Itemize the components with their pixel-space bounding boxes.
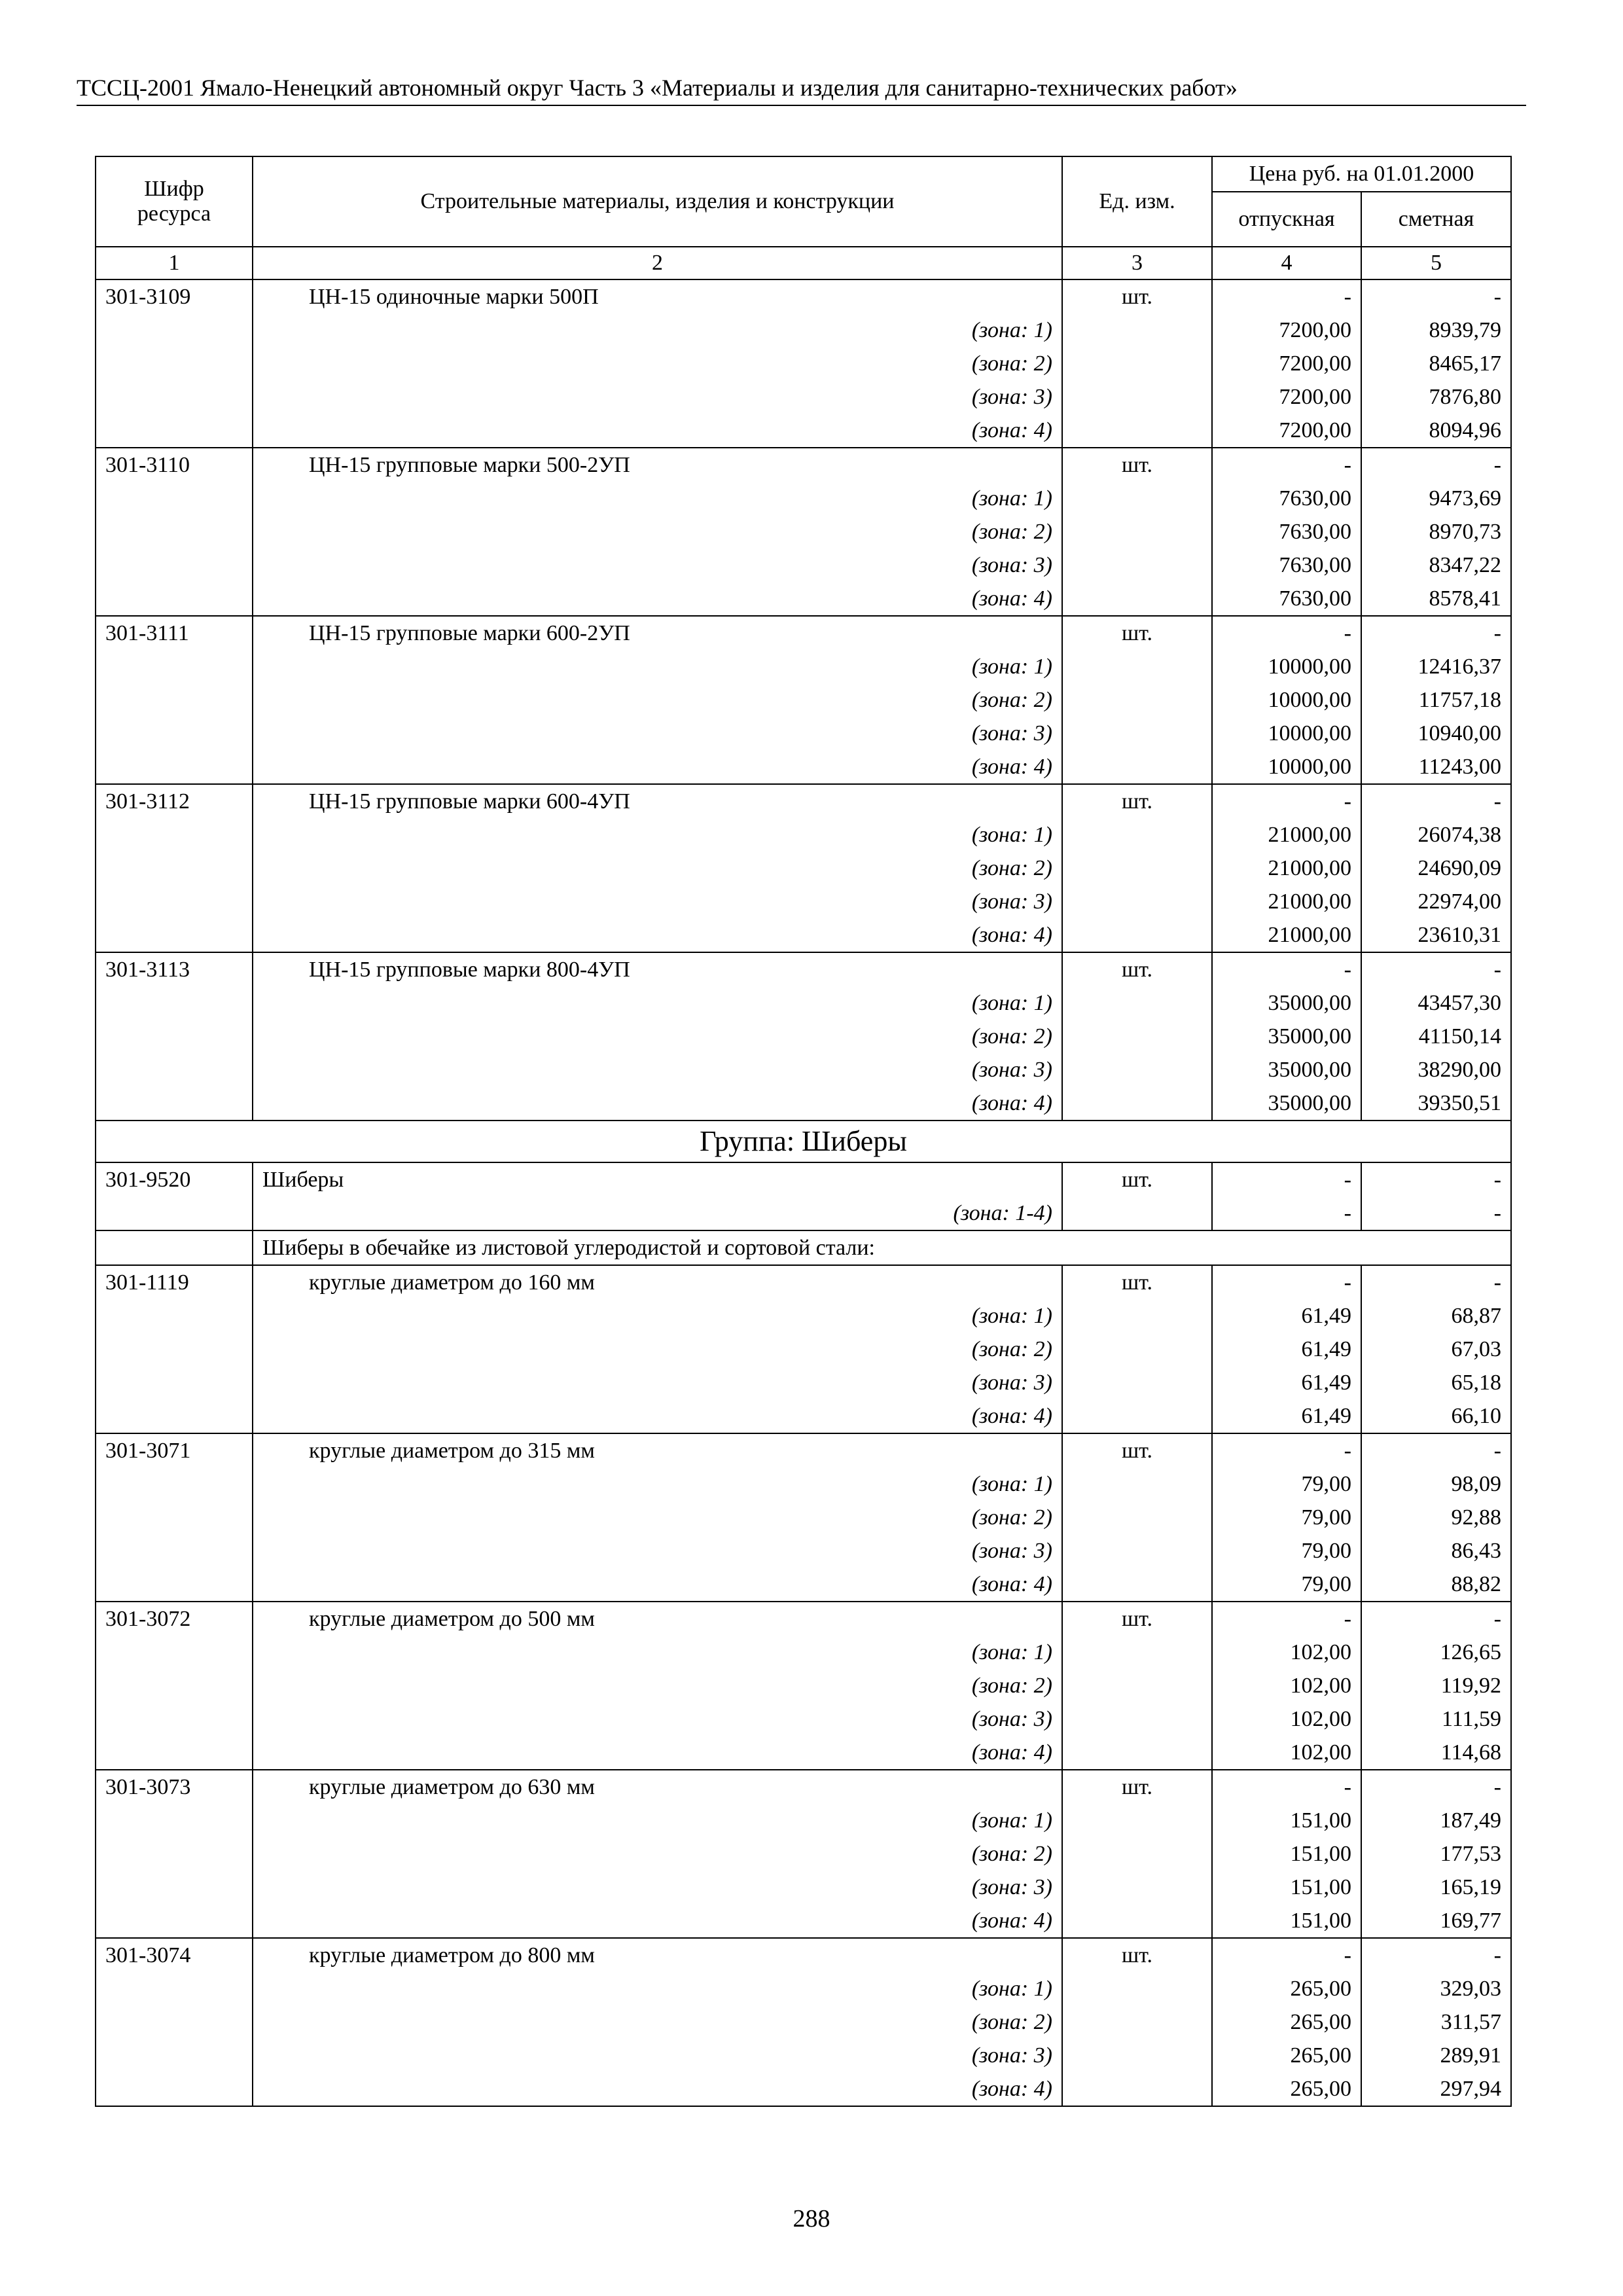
price-estimate: - bbox=[1361, 1938, 1511, 1972]
unit-cell: шт. bbox=[1062, 784, 1212, 818]
unit-cell: шт. bbox=[1062, 279, 1212, 314]
col-number: 4 bbox=[1212, 247, 1361, 279]
unit-cell: шт. bbox=[1062, 448, 1212, 482]
zone-row bbox=[96, 650, 1511, 683]
price-estimate: 119,92 bbox=[1361, 1669, 1511, 1702]
price-estimate: 289,91 bbox=[1361, 2039, 1511, 2072]
zone-row bbox=[96, 750, 1511, 784]
zone-label: (зона: 1) bbox=[253, 1467, 1062, 1501]
zone-row bbox=[96, 1972, 1511, 2005]
resource-code: 301-3110 bbox=[96, 448, 253, 482]
price-estimate: 12416,37 bbox=[1361, 650, 1511, 683]
price-estimate: 88,82 bbox=[1361, 1568, 1511, 1602]
zone-row bbox=[96, 314, 1511, 347]
price-release: 35000,00 bbox=[1212, 986, 1361, 1020]
unit-cell: шт. bbox=[1062, 1265, 1212, 1299]
zone-row bbox=[96, 1501, 1511, 1534]
price-release: 102,00 bbox=[1212, 1736, 1361, 1770]
price-release: 79,00 bbox=[1212, 1534, 1361, 1568]
resource-code: 301-3074 bbox=[96, 1938, 253, 1972]
price-release: 35000,00 bbox=[1212, 1086, 1361, 1121]
zone-label: (зона: 1-4) bbox=[253, 1196, 1062, 1230]
col-price-header: Цена руб. на 01.01.2000 bbox=[1212, 156, 1511, 192]
price-release: 10000,00 bbox=[1212, 650, 1361, 683]
price-release: - bbox=[1212, 1433, 1361, 1467]
price-release: 102,00 bbox=[1212, 1636, 1361, 1669]
price-release: 79,00 bbox=[1212, 1568, 1361, 1602]
zone-row bbox=[96, 717, 1511, 750]
resource-name: круглые диаметром до 160 мм bbox=[253, 1265, 1062, 1299]
price-release: 21000,00 bbox=[1212, 918, 1361, 952]
resource-code: 301-1119 bbox=[96, 1265, 253, 1299]
price-estimate: 26074,38 bbox=[1361, 818, 1511, 852]
resource-name: ЦН-15 групповые марки 600-4УП bbox=[253, 784, 1062, 818]
price-release: 265,00 bbox=[1212, 2072, 1361, 2106]
zone-row bbox=[96, 2039, 1511, 2072]
price-estimate: 92,88 bbox=[1361, 1501, 1511, 1534]
price-estimate: 9473,69 bbox=[1361, 482, 1511, 515]
col-price-release-header: отпускная bbox=[1212, 192, 1361, 247]
col-unit-header: Ед. изм. bbox=[1062, 156, 1212, 247]
price-estimate: - bbox=[1361, 1162, 1511, 1196]
zone-label: (зона: 2) bbox=[253, 515, 1062, 548]
zone-row bbox=[96, 852, 1511, 885]
price-release: 265,00 bbox=[1212, 2039, 1361, 2072]
col-number: 5 bbox=[1361, 247, 1511, 279]
price-release: 61,49 bbox=[1212, 1333, 1361, 1366]
price-release: 151,00 bbox=[1212, 1904, 1361, 1938]
price-release: 7630,00 bbox=[1212, 482, 1361, 515]
zone-label: (зона: 3) bbox=[253, 1534, 1062, 1568]
price-estimate: 169,77 bbox=[1361, 1904, 1511, 1938]
price-release: 7200,00 bbox=[1212, 314, 1361, 347]
zone-label: (зона: 2) bbox=[253, 852, 1062, 885]
price-release: 10000,00 bbox=[1212, 717, 1361, 750]
price-estimate: 177,53 bbox=[1361, 1837, 1511, 1871]
zone-label: (зона: 2) bbox=[253, 1333, 1062, 1366]
table-row bbox=[96, 1938, 1511, 1972]
page-number: 288 bbox=[793, 2205, 830, 2233]
price-release: 151,00 bbox=[1212, 1871, 1361, 1904]
zone-label: (зона: 2) bbox=[253, 2005, 1062, 2039]
price-estimate: 165,19 bbox=[1361, 1871, 1511, 1904]
price-release: 10000,00 bbox=[1212, 750, 1361, 784]
zone-row bbox=[96, 1299, 1511, 1333]
zone-label: (зона: 1) bbox=[253, 1299, 1062, 1333]
price-estimate: 10940,00 bbox=[1361, 717, 1511, 750]
unit-cell: шт. bbox=[1062, 1433, 1212, 1467]
resource-name: ЦН-15 групповые марки 500-2УП bbox=[253, 448, 1062, 482]
price-estimate: 66,10 bbox=[1361, 1399, 1511, 1433]
zone-row bbox=[96, 2005, 1511, 2039]
zone-label: (зона: 4) bbox=[253, 1568, 1062, 1602]
zone-label: (зона: 1) bbox=[253, 818, 1062, 852]
resource-name: круглые диаметром до 800 мм bbox=[253, 1938, 1062, 1972]
col-number: 2 bbox=[253, 247, 1062, 279]
price-estimate: 43457,30 bbox=[1361, 986, 1511, 1020]
zone-row bbox=[96, 1399, 1511, 1433]
price-estimate: 8939,79 bbox=[1361, 314, 1511, 347]
price-estimate: - bbox=[1361, 1196, 1511, 1230]
subheading-row bbox=[96, 1230, 1511, 1265]
zone-label: (зона: 2) bbox=[253, 1669, 1062, 1702]
zone-row bbox=[96, 1837, 1511, 1871]
group-title: Группа: Шиберы bbox=[96, 1121, 1511, 1162]
price-release: 35000,00 bbox=[1212, 1053, 1361, 1086]
price-estimate: 8347,22 bbox=[1361, 548, 1511, 582]
price-estimate: 38290,00 bbox=[1361, 1053, 1511, 1086]
price-release: 102,00 bbox=[1212, 1669, 1361, 1702]
zone-label: (зона: 3) bbox=[253, 717, 1062, 750]
price-estimate: 126,65 bbox=[1361, 1636, 1511, 1669]
zone-row bbox=[96, 515, 1511, 548]
zone-row bbox=[96, 986, 1511, 1020]
zone-row bbox=[96, 347, 1511, 380]
price-release: 7630,00 bbox=[1212, 582, 1361, 616]
price-estimate: - bbox=[1361, 448, 1511, 482]
price-release: 102,00 bbox=[1212, 1702, 1361, 1736]
resource-code: 301-3109 bbox=[96, 279, 253, 314]
zone-row bbox=[96, 1534, 1511, 1568]
resource-name: круглые диаметром до 630 мм bbox=[253, 1770, 1062, 1804]
table-body-group bbox=[96, 1265, 1511, 2106]
resource-name: ЦН-15 групповые марки 800-4УП bbox=[253, 952, 1062, 986]
table-row bbox=[96, 952, 1511, 986]
price-release: 7200,00 bbox=[1212, 414, 1361, 448]
zone-row bbox=[96, 918, 1511, 952]
zone-row bbox=[96, 1669, 1511, 1702]
unit-cell: шт. bbox=[1062, 1602, 1212, 1636]
price-estimate: 114,68 bbox=[1361, 1736, 1511, 1770]
unit-cell: шт. bbox=[1062, 952, 1212, 986]
zone-row bbox=[96, 1568, 1511, 1602]
price-estimate: 86,43 bbox=[1361, 1534, 1511, 1568]
zone-label: (зона: 3) bbox=[253, 1702, 1062, 1736]
zone-row bbox=[96, 1904, 1511, 1938]
price-release: 151,00 bbox=[1212, 1804, 1361, 1837]
zone-label: (зона: 4) bbox=[253, 414, 1062, 448]
price-estimate: - bbox=[1361, 784, 1511, 818]
zone-label: (зона: 3) bbox=[253, 1871, 1062, 1904]
zone-label: (зона: 2) bbox=[253, 1837, 1062, 1871]
table-row bbox=[96, 1602, 1511, 1636]
zone-row bbox=[96, 1702, 1511, 1736]
price-estimate: 68,87 bbox=[1361, 1299, 1511, 1333]
resource-name: круглые диаметром до 315 мм bbox=[253, 1433, 1062, 1467]
zone-row bbox=[96, 1086, 1511, 1121]
zone-row bbox=[96, 2072, 1511, 2106]
col-code-header: Шифр ресурса bbox=[96, 156, 253, 247]
zone-row bbox=[96, 818, 1511, 852]
price-release: - bbox=[1212, 448, 1361, 482]
price-estimate: 67,03 bbox=[1361, 1333, 1511, 1366]
zone-label: (зона: 4) bbox=[253, 2072, 1062, 2106]
zone-label: (зона: 4) bbox=[253, 750, 1062, 784]
price-release: 21000,00 bbox=[1212, 852, 1361, 885]
price-estimate: - bbox=[1361, 1770, 1511, 1804]
price-estimate: - bbox=[1361, 1602, 1511, 1636]
price-estimate: 23610,31 bbox=[1361, 918, 1511, 952]
price-release: 61,49 bbox=[1212, 1366, 1361, 1399]
table-row bbox=[96, 1433, 1511, 1467]
price-estimate: 187,49 bbox=[1361, 1804, 1511, 1837]
price-estimate: 111,59 bbox=[1361, 1702, 1511, 1736]
zone-row bbox=[96, 683, 1511, 717]
zone-row bbox=[96, 482, 1511, 515]
resource-code: 301-3073 bbox=[96, 1770, 253, 1804]
col-name-header: Строительные материалы, изделия и конструкции bbox=[253, 156, 1062, 247]
table-row bbox=[96, 1265, 1511, 1299]
unit-cell: шт. bbox=[1062, 616, 1212, 650]
price-release: - bbox=[1212, 952, 1361, 986]
price-release: 10000,00 bbox=[1212, 683, 1361, 717]
zone-row bbox=[96, 1804, 1511, 1837]
resource-name: Шиберы bbox=[253, 1162, 1062, 1196]
unit-cell: шт. bbox=[1062, 1770, 1212, 1804]
zone-label: (зона: 1) bbox=[253, 314, 1062, 347]
zone-row bbox=[96, 1333, 1511, 1366]
price-release: 7200,00 bbox=[1212, 380, 1361, 414]
price-release: - bbox=[1212, 1265, 1361, 1299]
price-release: 7200,00 bbox=[1212, 347, 1361, 380]
zone-row bbox=[96, 1020, 1511, 1053]
zone-label: (зона: 1) bbox=[253, 1972, 1062, 2005]
price-estimate: 39350,51 bbox=[1361, 1086, 1511, 1121]
price-release: 7630,00 bbox=[1212, 548, 1361, 582]
price-release: 151,00 bbox=[1212, 1837, 1361, 1871]
unit-cell: шт. bbox=[1062, 1938, 1212, 1972]
zone-label: (зона: 3) bbox=[253, 1053, 1062, 1086]
table-header bbox=[96, 156, 1511, 279]
zone-label: (зона: 3) bbox=[253, 548, 1062, 582]
resource-name: ЦН-15 одиночные марки 500П bbox=[253, 279, 1062, 314]
price-estimate: 297,94 bbox=[1361, 2072, 1511, 2106]
zone-label: (зона: 1) bbox=[253, 1804, 1062, 1837]
table-row bbox=[96, 448, 1511, 482]
resource-code: 301-3071 bbox=[96, 1433, 253, 1467]
zone-label: (зона: 1) bbox=[253, 482, 1062, 515]
price-release: 35000,00 bbox=[1212, 1020, 1361, 1053]
price-estimate: 98,09 bbox=[1361, 1467, 1511, 1501]
zone-label: (зона: 4) bbox=[253, 1086, 1062, 1121]
header-rule bbox=[77, 105, 1526, 106]
resource-code: 301-3111 bbox=[96, 616, 253, 650]
price-estimate: 8465,17 bbox=[1361, 347, 1511, 380]
zone-label: (зона: 2) bbox=[253, 347, 1062, 380]
zone-label: (зона: 2) bbox=[253, 683, 1062, 717]
price-estimate: 8578,41 bbox=[1361, 582, 1511, 616]
page-header: ТССЦ-2001 Ямало-Ненецкий автономный округ Часть 3 «Материалы и изделия для санитарно-технических работ» bbox=[77, 75, 1238, 101]
price-estimate: 11757,18 bbox=[1361, 683, 1511, 717]
price-release: - bbox=[1212, 1770, 1361, 1804]
zone-row bbox=[96, 1053, 1511, 1086]
zone-label: (зона: 2) bbox=[253, 1020, 1062, 1053]
price-estimate: 311,57 bbox=[1361, 2005, 1511, 2039]
zone-label: (зона: 4) bbox=[253, 918, 1062, 952]
zone-label: (зона: 3) bbox=[253, 2039, 1062, 2072]
price-release: - bbox=[1212, 784, 1361, 818]
zone-label: (зона: 1) bbox=[253, 986, 1062, 1020]
price-estimate: 22974,00 bbox=[1361, 885, 1511, 918]
price-release: - bbox=[1212, 279, 1361, 314]
zone-label: (зона: 4) bbox=[253, 1904, 1062, 1938]
price-release: - bbox=[1212, 616, 1361, 650]
unit-cell: шт. bbox=[1062, 1162, 1212, 1196]
price-estimate: - bbox=[1361, 1265, 1511, 1299]
price-estimate: 11243,00 bbox=[1361, 750, 1511, 784]
price-estimate: - bbox=[1361, 279, 1511, 314]
zone-label: (зона: 4) bbox=[253, 1736, 1062, 1770]
resource-code: 301-3113 bbox=[96, 952, 253, 986]
price-estimate: - bbox=[1361, 1433, 1511, 1467]
price-estimate: - bbox=[1361, 616, 1511, 650]
price-release: - bbox=[1212, 1602, 1361, 1636]
zone-label: (зона: 4) bbox=[253, 582, 1062, 616]
table-row bbox=[96, 1770, 1511, 1804]
col-number: 1 bbox=[96, 247, 253, 279]
price-estimate: - bbox=[1361, 952, 1511, 986]
group-section bbox=[96, 1121, 1511, 1265]
zone-label: (зона: 3) bbox=[253, 380, 1062, 414]
zone-row bbox=[96, 1196, 1511, 1230]
resource-name: ЦН-15 групповые марки 600-2УП bbox=[253, 616, 1062, 650]
group-subheading: Шиберы в обечайке из листовой углеродистой и сортовой стали: bbox=[253, 1230, 1511, 1265]
resource-code: 301-9520 bbox=[96, 1162, 253, 1196]
zone-label: (зона: 2) bbox=[253, 1501, 1062, 1534]
price-release: 61,49 bbox=[1212, 1399, 1361, 1433]
price-release: 61,49 bbox=[1212, 1299, 1361, 1333]
price-release: 79,00 bbox=[1212, 1501, 1361, 1534]
zone-label: (зона: 1) bbox=[253, 650, 1062, 683]
price-estimate: 8970,73 bbox=[1361, 515, 1511, 548]
col-number: 3 bbox=[1062, 247, 1212, 279]
table-row bbox=[96, 616, 1511, 650]
table-body-main bbox=[96, 279, 1511, 1121]
zone-row bbox=[96, 1366, 1511, 1399]
price-release: 21000,00 bbox=[1212, 885, 1361, 918]
price-estimate: 7876,80 bbox=[1361, 380, 1511, 414]
price-estimate: 329,03 bbox=[1361, 1972, 1511, 2005]
zone-row bbox=[96, 380, 1511, 414]
table-row bbox=[96, 1162, 1511, 1196]
price-release: 265,00 bbox=[1212, 2005, 1361, 2039]
zone-label: (зона: 3) bbox=[253, 1366, 1062, 1399]
zone-row bbox=[96, 414, 1511, 448]
price-release: 79,00 bbox=[1212, 1467, 1361, 1501]
price-release: 7630,00 bbox=[1212, 515, 1361, 548]
price-release: - bbox=[1212, 1196, 1361, 1230]
price-estimate: 41150,14 bbox=[1361, 1020, 1511, 1053]
zone-row bbox=[96, 885, 1511, 918]
zone-row bbox=[96, 1467, 1511, 1501]
resource-name: круглые диаметром до 500 мм bbox=[253, 1602, 1062, 1636]
col-price-estimate-header: сметная bbox=[1361, 192, 1511, 247]
price-estimate: 65,18 bbox=[1361, 1366, 1511, 1399]
price-table bbox=[95, 156, 1512, 2107]
zone-label: (зона: 1) bbox=[253, 1636, 1062, 1669]
price-release: 265,00 bbox=[1212, 1972, 1361, 2005]
price-release: - bbox=[1212, 1162, 1361, 1196]
resource-code: 301-3072 bbox=[96, 1602, 253, 1636]
price-estimate: 8094,96 bbox=[1361, 414, 1511, 448]
zone-row bbox=[96, 1736, 1511, 1770]
zone-row bbox=[96, 548, 1511, 582]
resource-code: 301-3112 bbox=[96, 784, 253, 818]
price-estimate: 24690,09 bbox=[1361, 852, 1511, 885]
zone-row bbox=[96, 1871, 1511, 1904]
table-row bbox=[96, 784, 1511, 818]
zone-row bbox=[96, 582, 1511, 616]
price-release: 21000,00 bbox=[1212, 818, 1361, 852]
zone-label: (зона: 3) bbox=[253, 885, 1062, 918]
table-row bbox=[96, 279, 1511, 314]
price-release: - bbox=[1212, 1938, 1361, 1972]
zone-row bbox=[96, 1636, 1511, 1669]
zone-label: (зона: 4) bbox=[253, 1399, 1062, 1433]
